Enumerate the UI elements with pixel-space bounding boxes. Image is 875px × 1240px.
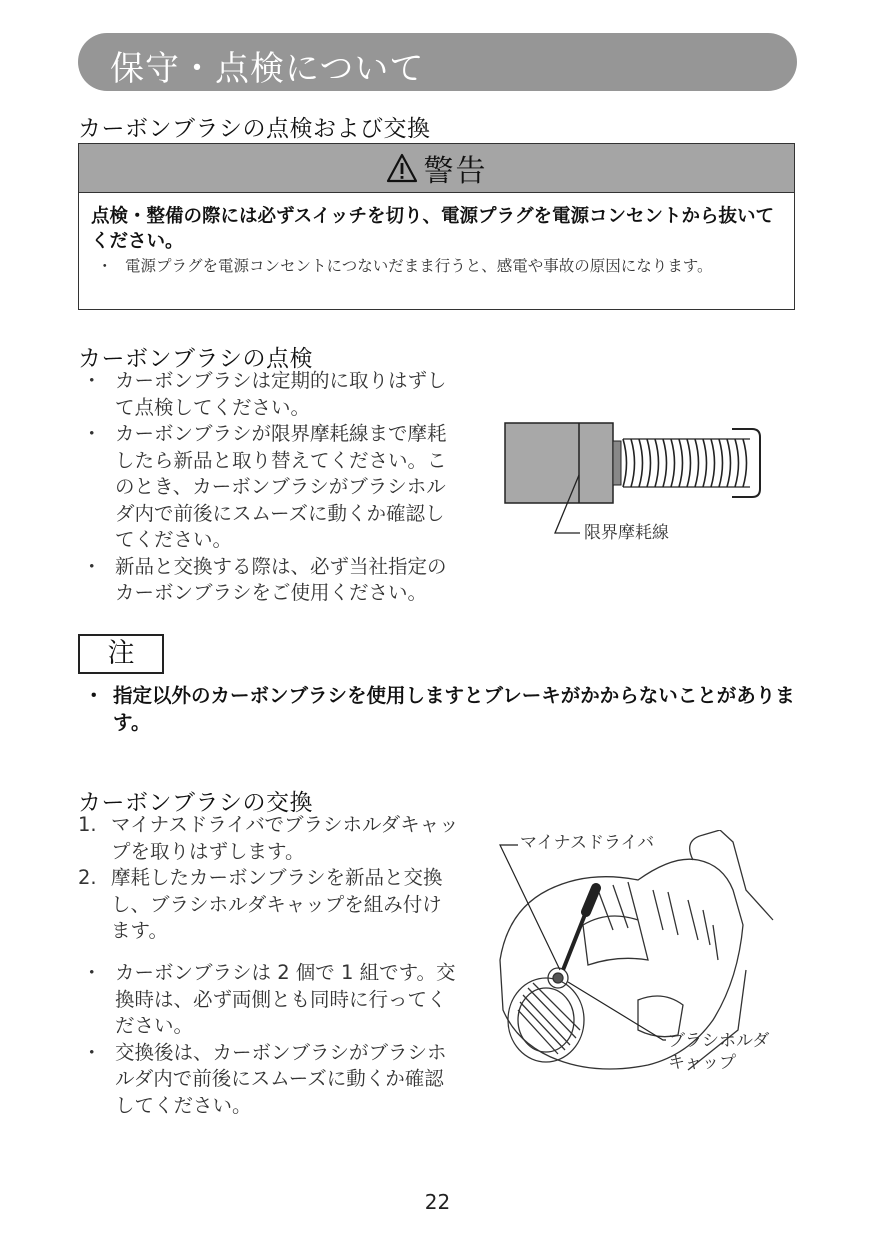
bullet-mark: ・ xyxy=(82,369,102,392)
warning-main-text: 点検・整備の際には必ずスイッチを切り、電源プラグを電源コンセントから抜いてください。 xyxy=(91,206,775,252)
bullet-mark: ・ xyxy=(84,684,104,707)
step-number: 2. xyxy=(78,866,97,889)
warning-box xyxy=(78,143,795,310)
list-item xyxy=(82,1040,459,1120)
page-title: 保守・点検について xyxy=(110,49,425,89)
list-item-text: カーボンブラシが限界摩耗線まで摩耗したら新品と取り替えてください。このとき、カーボンブラシがブラシホルダ内で前後にスムーズに動くか確認してください。 xyxy=(115,422,447,551)
page-number: 22 xyxy=(424,1190,451,1214)
wear-limit-label: 限界摩耗線 xyxy=(584,523,669,543)
replacement-notes xyxy=(82,960,459,1119)
cap-label-line1: ブラシホルダ xyxy=(668,1031,770,1051)
inspection-heading: カーボンブラシの点検 xyxy=(78,346,313,372)
warning-header xyxy=(79,144,794,193)
warning-triangle-icon xyxy=(386,153,418,183)
list-item xyxy=(82,368,459,421)
section-title: カーボンブラシの点検および交換 xyxy=(78,116,431,142)
step-number: 1. xyxy=(78,813,97,836)
warning-sub-text xyxy=(97,254,777,278)
bullet-mark: ・ xyxy=(82,1040,102,1064)
replacement-heading: カーボンブラシの交換 xyxy=(78,790,313,816)
note-text xyxy=(84,682,804,736)
inspection-list xyxy=(82,368,459,607)
step-text: マイナスドライバでブラシホルダキャップを取りはずします。 xyxy=(111,813,459,863)
list-item xyxy=(82,554,459,607)
replacement-steps xyxy=(78,812,459,945)
warning-sub-body: 電源プラグを電源コンセントにつないだまま行うと、感電や事故の原因になります。 xyxy=(125,257,713,275)
bullet-mark: ・ xyxy=(82,422,102,445)
list-item-text: カーボンブラシは定期的に取りはずして点検してください。 xyxy=(115,369,447,419)
list-item-text: 新品と交換する際は、必ず当社指定のカーボンブラシをご使用ください。 xyxy=(115,554,447,604)
cap-label-line2: キャップ xyxy=(668,1053,736,1073)
list-item-text: 交換後は、カーボンブラシがブラシホルダ内で前後にスムーズに動くか確認してください。 xyxy=(115,1040,447,1117)
bullet-mark: ・ xyxy=(82,961,102,984)
screwdriver-label: マイナスドライバ xyxy=(520,833,655,853)
bullet-mark: ・ xyxy=(97,257,113,275)
warning-title: 警告 xyxy=(423,154,488,189)
step-text: 摩耗したカーボンブラシを新品と交換し、ブラシホルダキャップを組み付けます。 xyxy=(111,866,443,942)
note-body: 指定以外のカーボンブラシを使用しますとブレーキがかからないことがあります。 xyxy=(113,684,795,734)
section-banner xyxy=(78,33,797,91)
step-item xyxy=(78,865,459,945)
step-item xyxy=(78,812,459,865)
note-label: 注 xyxy=(107,638,135,669)
bullet-mark: ・ xyxy=(82,554,102,578)
list-item-text: カーボンブラシは 2 個で 1 組です。交換時は、必ず両側とも同時に行ってください。 xyxy=(115,961,456,1037)
note-box xyxy=(78,634,164,674)
list-item xyxy=(82,421,459,554)
list-item xyxy=(82,960,459,1040)
